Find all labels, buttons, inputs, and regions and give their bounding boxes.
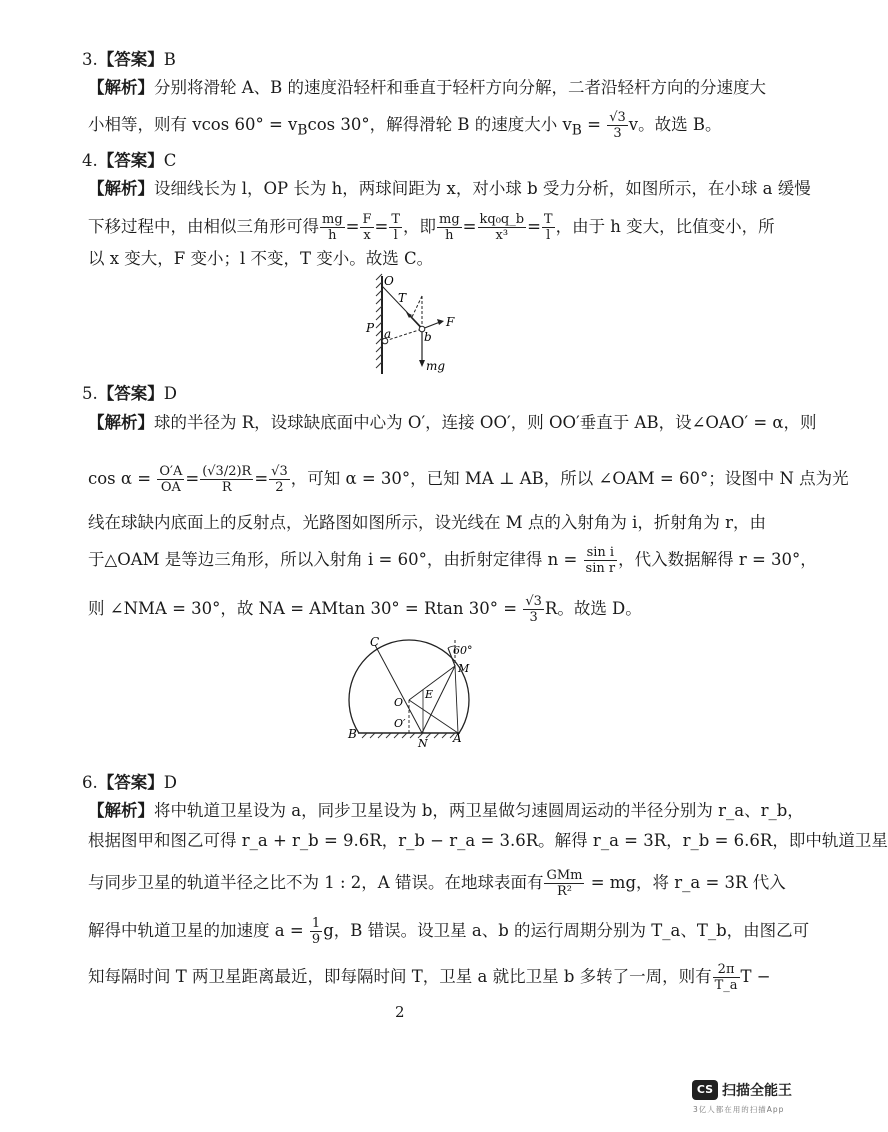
label-C: C: [370, 635, 380, 649]
fraction: $\frac{(√3/2)R}{R}$: [202, 464, 252, 495]
label-O-prime: O′: [394, 717, 406, 730]
coulomb-arrowhead: [437, 319, 444, 325]
gravity-arrowhead: [419, 360, 425, 367]
q5-analysis-line5: 则 ∠NMA = 30°，故 NA = AMtan 30° = Rtan 30° = $\frac{√3}{3}$ R。故选 D。: [88, 594, 642, 625]
q4-analysis-line3: 以 x 变大，F 变小；l 不变，T 变小。故选 C。: [88, 249, 434, 268]
q4-answer-line: 4.【答案】C: [82, 151, 177, 170]
label-P: P: [366, 321, 375, 335]
q6-answer-line: 6.【答案】D: [82, 773, 177, 792]
fraction: $\frac{\text{sin i}}{\text{sin r}}$: [585, 545, 616, 576]
q3-analysis-line1: 【解析】分别将滑轮 A、B 的速度沿轻杆和垂直于轻杆方向分解，二者沿轻杆方向的分速度大: [88, 78, 767, 97]
fraction: $\frac{√3}{2}$: [271, 464, 288, 495]
q5-answer-line: 5.【答案】D: [82, 384, 177, 403]
label-F: F: [446, 315, 455, 329]
q4-force-diagram: [360, 274, 470, 376]
q3-answer-line: 3.【答案】B: [82, 50, 176, 69]
q6-analysis-line4: 解得中轨道卫星的加速度 a = $\frac{1}{9}$ g，B 错误。设卫星 a、b 的运行周期分别为 T_a、T_b，由图乙可: [88, 916, 810, 947]
label-N: N: [418, 737, 428, 750]
fraction: $\frac{mg}{h}$: [322, 212, 343, 243]
q6-analysis-line5: 知每隔时间 T 两卫星距离最近，即每隔时间 T，卫星 a 就比卫星 b 多转了一周，则有 $\frac{2\pi}{T\_a}$ T −: [88, 962, 771, 993]
label-O: O: [384, 274, 394, 288]
fraction: $\frac{F}{x}$: [362, 212, 372, 243]
q3-analysis-line2: 小相等，则有 vcos $60^\circ = v_B\cos$ 30°，解得滑轮 B 的速度大小 $v_B$ = $\frac{√3}{3}$ v。故选 B。: [88, 110, 722, 141]
label-O: O: [394, 696, 404, 709]
label-M: M: [458, 662, 470, 675]
label-A: A: [453, 731, 462, 745]
q5-analysis-line1: 【解析】球的半径为 R，设球缺底面中心为 O′，连接 OO′，则 OO′垂直于 AB，设∠OAO′ = α，则: [88, 413, 817, 432]
fraction: $\frac{\text{kq₀q\_b}}{\text{x³}}$: [479, 212, 525, 243]
fraction: $\frac{1}{9}$: [311, 916, 321, 947]
radius-OA: [409, 700, 458, 733]
q5-analysis-line3: 线在球缺内底面上的反射点，光路图如图所示，设光线在 M 点的入射角为 i，折射角为 r，由: [88, 513, 767, 532]
label-T: T: [398, 291, 407, 305]
scanner-app-name: 扫描全能王: [722, 1083, 792, 1099]
fraction: $\frac{√3}{3}$: [609, 110, 626, 141]
fraction: $\frac{T}{l}$: [543, 212, 553, 243]
scanner-tagline: 3亿人都在用的扫描App: [693, 1105, 785, 1114]
camscanner-logo-icon: CS: [692, 1080, 718, 1100]
q5-analysis-line4: 于△OAM 是等边三角形，所以入射角 i = 60°，由折射定律得 n = $\frac{\text{sin i}}{\text{sin r}}$ ，代入数据解得 r = 30°，: [88, 545, 817, 576]
label-mg: mg: [426, 359, 446, 373]
label-b: b: [424, 330, 432, 344]
q5-optics-diagram: [330, 630, 490, 760]
q6-analysis-line1: 【解析】将中轨道卫星设为 a，同步卫星设为 b，两卫星做匀速圆周运动的半径分别为 r_a、r_b，: [88, 801, 804, 820]
fraction: $\frac{mg}{h}$: [439, 212, 460, 243]
q5-analysis-line2: cos α = $\frac{O'A}{OA}$ = $\frac{(√3/2)R}{R}$ = $\frac{√3}{2}$ ，可知 α = 30°，已知 MA ⊥ AB，所以 ∠OAM = 60°；设图中 N 点为光: [88, 464, 849, 495]
q6-analysis-line3: 与同步卫星的轨道半径之比不为 1 : 2，A 错误。在地球表面有 $\frac{\text{GMm}}{\text{R²}}$ = mg，将 r_a = 3R 代入: [88, 868, 786, 899]
q6-analysis-line2: 根据图甲和图乙可得 r_a + r_b = 9.6R，r_b − r_a = 3.6R。解得 r_a = 3R，r_b = 6.6R，即中轨道卫星: [88, 831, 888, 850]
fraction: $\frac{\text{GMm}}{\text{R²}}$: [546, 868, 583, 899]
fraction: $\frac{T}{l}$: [391, 212, 401, 243]
q4-analysis-line2: 下移过程中，由相似三角形可得 $\frac{mg}{h}$ = $\frac{F}{x}$ = $\frac{T}{l}$ ，即 $\frac{mg}{h}$ = $\frac{\text{kq₀q\_b}}{\text{x³}}$ = $\frac{T}{l}$ ，由于 h 变大，比值变小，所: [88, 212, 775, 243]
label-60deg: 60°: [453, 644, 473, 657]
parallelogram-dashed: [412, 296, 422, 317]
label-B: B: [348, 727, 357, 741]
fraction: $\frac{2\pi}{T\_a}$: [714, 962, 738, 993]
q4-analysis-line1: 【解析】设细线长为 l，OP 长为 h，两球间距为 x，对小球 b 受力分析，如图所示，在小球 a 缓慢: [88, 179, 811, 198]
segment-MA: [455, 666, 458, 733]
fraction: $\frac{√3}{3}$: [525, 594, 542, 625]
label-a: a: [384, 327, 392, 341]
label-E: E: [425, 688, 434, 701]
page-number: 2: [395, 1003, 405, 1021]
fraction: $\frac{O'A}{OA}$: [159, 464, 183, 495]
